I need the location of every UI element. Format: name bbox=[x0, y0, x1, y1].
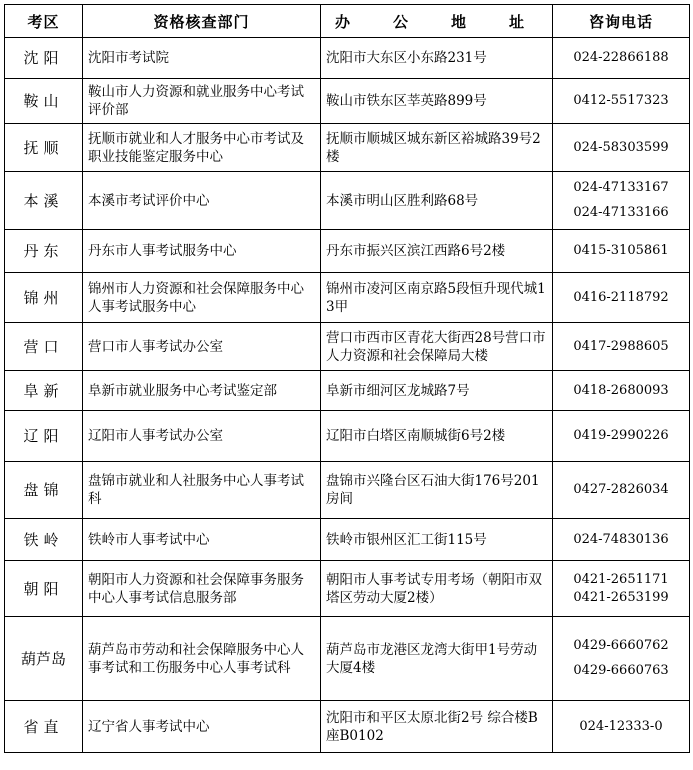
header-phone: 咨询电话 bbox=[553, 5, 690, 38]
region-cell: 丹东 bbox=[5, 230, 83, 273]
address-cell: 丹东市振兴区滨江西路6号2楼 bbox=[321, 230, 553, 273]
table-row bbox=[5, 371, 690, 411]
dept-cell: 营口市人事考试办公室 bbox=[83, 323, 321, 371]
table-row bbox=[5, 617, 690, 701]
phone-cell bbox=[553, 411, 690, 462]
phone-number: 0429-6660763 bbox=[573, 663, 669, 678]
phone-number: 0421-2653199 bbox=[573, 589, 669, 605]
phone-number: 0416-2118792 bbox=[573, 289, 669, 305]
phone-cell bbox=[553, 323, 690, 371]
table-row bbox=[5, 79, 690, 124]
address-cell: 营口市西市区青花大街西28号营口市人力资源和社会保障局大楼 bbox=[321, 323, 553, 371]
table-row bbox=[5, 701, 690, 753]
dept-cell: 沈阳市考试院 bbox=[83, 38, 321, 79]
phone-number: 0427-2826034 bbox=[573, 482, 669, 497]
phone-cell bbox=[553, 273, 690, 323]
region-cell: 葫芦岛 bbox=[5, 617, 83, 701]
dept-cell: 锦州市人力资源和社会保障服务中心人事考试服务中心 bbox=[83, 273, 321, 323]
dept-cell: 盘锦市就业和人社服务中心人事考试科 bbox=[83, 462, 321, 519]
header-region: 考区 bbox=[5, 5, 83, 38]
address-cell: 锦州市凌河区南京路5段恒升现代城13甲 bbox=[321, 273, 553, 323]
region-cell: 辽阳 bbox=[5, 411, 83, 462]
dept-cell: 抚顺市就业和人才服务中心市考试及职业技能鉴定服务中心 bbox=[83, 124, 321, 172]
exam-office-table bbox=[4, 4, 690, 753]
phone-cell bbox=[553, 38, 690, 79]
phone-cell bbox=[553, 617, 690, 701]
phone-number: 024-22866188 bbox=[573, 50, 669, 65]
address-cell: 辽阳市白塔区南顺城街6号2楼 bbox=[321, 411, 553, 462]
phone-number: 024-12333-0 bbox=[579, 718, 663, 734]
region-cell: 抚顺 bbox=[5, 124, 83, 172]
phone-number: 0417-2988605 bbox=[573, 338, 669, 354]
phone-cell bbox=[553, 561, 690, 617]
region-cell: 铁岭 bbox=[5, 519, 83, 561]
address-cell: 沈阳市大东区小东路231号 bbox=[321, 38, 553, 79]
region-cell: 沈阳 bbox=[5, 38, 83, 79]
phone-number: 0415-3105861 bbox=[573, 243, 669, 258]
header-row bbox=[5, 5, 690, 38]
dept-cell: 本溪市考试评价中心 bbox=[83, 172, 321, 230]
address-cell: 铁岭市银州区汇工街115号 bbox=[321, 519, 553, 561]
address-cell: 鞍山市铁东区莘英路899号 bbox=[321, 79, 553, 124]
table-row bbox=[5, 561, 690, 617]
address-cell: 本溪市明山区胜利路68号 bbox=[321, 172, 553, 230]
header-dept: 资格核查部门 bbox=[83, 5, 321, 38]
region-cell: 省直 bbox=[5, 701, 83, 753]
phone-number: 0412-5517323 bbox=[573, 93, 669, 108]
table-row bbox=[5, 273, 690, 323]
region-cell: 鞍山 bbox=[5, 79, 83, 124]
phone-cell bbox=[553, 230, 690, 273]
phone-cell bbox=[553, 701, 690, 753]
phone-cell bbox=[553, 79, 690, 124]
address-cell: 葫芦岛市龙港区龙湾大街甲1号劳动大厦4楼 bbox=[321, 617, 553, 701]
phone-number: 0419-2990226 bbox=[573, 428, 669, 443]
address-cell: 盘锦市兴隆台区石油大街176号201房间 bbox=[321, 462, 553, 519]
table-row bbox=[5, 519, 690, 561]
table-row bbox=[5, 230, 690, 273]
table-row bbox=[5, 411, 690, 462]
table-row bbox=[5, 124, 690, 172]
phone-cell bbox=[553, 519, 690, 561]
table-row bbox=[5, 462, 690, 519]
dept-cell: 阜新市就业服务中心考试鉴定部 bbox=[83, 371, 321, 411]
phone-number: 0429-6660762 bbox=[573, 638, 669, 653]
dept-cell: 朝阳市人力资源和社会保障事务服务中心人事考试信息服务部 bbox=[83, 561, 321, 617]
address-cell: 沈阳市和平区太原北街2号 综合楼B座B0102 bbox=[321, 701, 553, 753]
dept-cell: 丹东市人事考试服务中心 bbox=[83, 230, 321, 273]
phone-cell bbox=[553, 371, 690, 411]
region-cell: 阜新 bbox=[5, 371, 83, 411]
header-address: 办 公 地 址 bbox=[321, 5, 553, 38]
phone-number: 024-58303599 bbox=[573, 139, 669, 155]
table-row bbox=[5, 38, 690, 79]
phone-number: 024-47133167 bbox=[573, 180, 669, 195]
table-row bbox=[5, 323, 690, 371]
address-cell: 阜新市细河区龙城路7号 bbox=[321, 371, 553, 411]
phone-number: 024-74830136 bbox=[573, 531, 669, 547]
phone-cell bbox=[553, 172, 690, 230]
dept-cell: 鞍山市人力资源和就业服务中心考试评价部 bbox=[83, 79, 321, 124]
dept-cell: 辽阳市人事考试办公室 bbox=[83, 411, 321, 462]
region-cell: 盘锦 bbox=[5, 462, 83, 519]
dept-cell: 辽宁省人事考试中心 bbox=[83, 701, 321, 753]
dept-cell: 铁岭市人事考试中心 bbox=[83, 519, 321, 561]
phone-number: 0421-2651171 bbox=[573, 571, 669, 587]
address-cell: 朝阳市人事考试专用考场（朝阳市双塔区劳动大厦2楼） bbox=[321, 561, 553, 617]
table-row bbox=[5, 172, 690, 230]
phone-cell bbox=[553, 124, 690, 172]
phone-number: 024-47133166 bbox=[573, 205, 669, 220]
address-cell: 抚顺市顺城区城东新区裕城路39号2楼 bbox=[321, 124, 553, 172]
region-cell: 朝阳 bbox=[5, 561, 83, 617]
phone-cell bbox=[553, 462, 690, 519]
region-cell: 营口 bbox=[5, 323, 83, 371]
region-cell: 锦州 bbox=[5, 273, 83, 323]
region-cell: 本溪 bbox=[5, 172, 83, 230]
dept-cell: 葫芦岛市劳动和社会保障服务中心人事考试和工伤服务中心人事考试科 bbox=[83, 617, 321, 701]
phone-number: 0418-2680093 bbox=[573, 382, 669, 398]
